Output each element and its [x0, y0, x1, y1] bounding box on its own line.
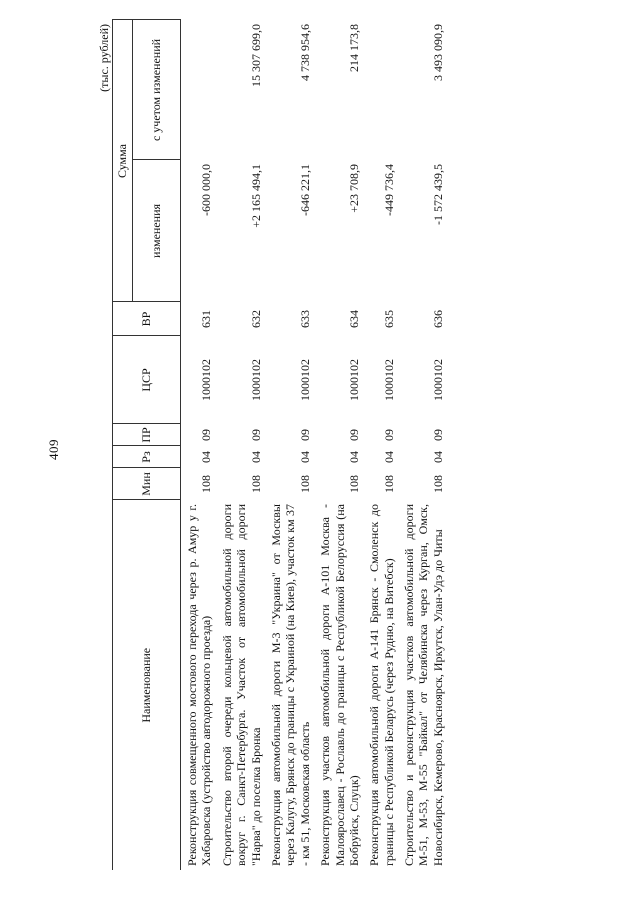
row-min: 108 [381, 475, 396, 493]
row-name: Строительство и реконструкция участков автомобильной дороги М-51, М-53, М-55 "Байкал" от Челябинска через Курган, Омск, Новосибирск, Кемерово, Красноярск, Иркутск, Улан-Удэ до Читы [402, 504, 445, 866]
row-name: Реконструкция участков автомобильной дороги А-101 Москва - Малоярославец - Рославль до границы с Республикой Белоруссия (на Бобруйск, Слуцк) [318, 504, 361, 866]
row-vr: 635 [381, 310, 396, 328]
table-row [265, 20, 314, 870]
row-change: -1 572 439,5 [430, 164, 445, 225]
row-csr: 1000102 [297, 359, 312, 401]
row-name: Реконструкция автомобильной дороги М-3 "Украина" от Москвы через Калугу, Брянск до границы с Украиной (на Киев), участок км 37 - км 51, Московская область [268, 504, 312, 866]
header-name: Наименование [113, 500, 181, 870]
row-vr: 633 [297, 310, 312, 328]
table-row [398, 20, 447, 870]
row-with-changes [363, 20, 398, 160]
row-change: +23 708,9 [346, 164, 361, 213]
row-with-changes: 15 307 699,0 [248, 23, 263, 87]
row-change: -449 736,4 [381, 164, 396, 216]
row-pr: 09 [381, 429, 396, 441]
row-vr: 631 [199, 310, 214, 328]
row-rz: 04 [430, 451, 445, 463]
row-change: -600 000,0 [199, 164, 214, 216]
units-note: (тыс. рублей) [97, 24, 111, 92]
row-rz: 04 [199, 451, 214, 463]
row-with-changes: 214 173,8 [346, 23, 361, 72]
budget-table [112, 19, 447, 870]
table-row [216, 20, 265, 870]
row-pr: 09 [199, 429, 214, 441]
row-vr: 636 [430, 310, 445, 328]
row-rz: 04 [381, 451, 396, 463]
row-name: Реконструкция совмещенного мостового перехода через р. Амур у г. Хабаровска (устройство автодорожного проезда) [185, 504, 214, 866]
row-with-changes: 4 738 954,6 [297, 23, 312, 81]
row-rz: 04 [248, 451, 263, 463]
header-changes: изменения [133, 160, 181, 302]
page-number: 409 [46, 439, 61, 460]
row-min: 108 [430, 475, 445, 493]
row-rz: 04 [346, 451, 361, 463]
row-pr: 09 [430, 429, 445, 441]
row-name: Реконструкция автомобильной дороги А-141 Брянск - Смоленск до границы с Республикой Беларусь (через Рудню, на Витебск) [367, 504, 396, 866]
row-csr: 1000102 [381, 359, 396, 401]
row-with-changes: 3 493 090,9 [430, 23, 445, 81]
table-row [181, 20, 216, 870]
row-csr: 1000102 [430, 359, 445, 401]
row-min: 108 [346, 475, 361, 493]
row-name: Строительство второй очереди кольцевой автомобильной дороги вокруг г. Санкт-Петербурга. Участок от автомобильной дороги "Нарва" до поселка Бронка [219, 504, 263, 866]
row-csr: 1000102 [199, 359, 214, 401]
row-vr: 634 [346, 310, 361, 328]
row-with-changes [181, 20, 216, 160]
header-with-changes: с учетом изменений [133, 20, 181, 160]
table-row [314, 20, 363, 870]
row-change: -646 221,1 [297, 164, 312, 216]
header-csr: ЦСР [113, 336, 181, 424]
row-min: 108 [199, 475, 214, 493]
header-min: Мин [113, 468, 181, 500]
header-vr: ВР [113, 302, 181, 336]
row-min: 108 [248, 475, 263, 493]
header-pr: ПР [113, 424, 181, 446]
row-pr: 09 [297, 429, 312, 441]
row-csr: 1000102 [248, 359, 263, 401]
row-change: +2 165 494,1 [248, 164, 263, 228]
row-min: 108 [297, 475, 312, 493]
row-csr: 1000102 [346, 359, 361, 401]
header-rz: Рз [113, 446, 181, 468]
row-pr: 09 [248, 429, 263, 441]
rotated-content [98, 20, 558, 870]
header-sum: Сумма [113, 20, 133, 302]
row-vr: 632 [248, 310, 263, 328]
row-rz: 04 [297, 451, 312, 463]
table-row [363, 20, 398, 870]
row-pr: 09 [346, 429, 361, 441]
